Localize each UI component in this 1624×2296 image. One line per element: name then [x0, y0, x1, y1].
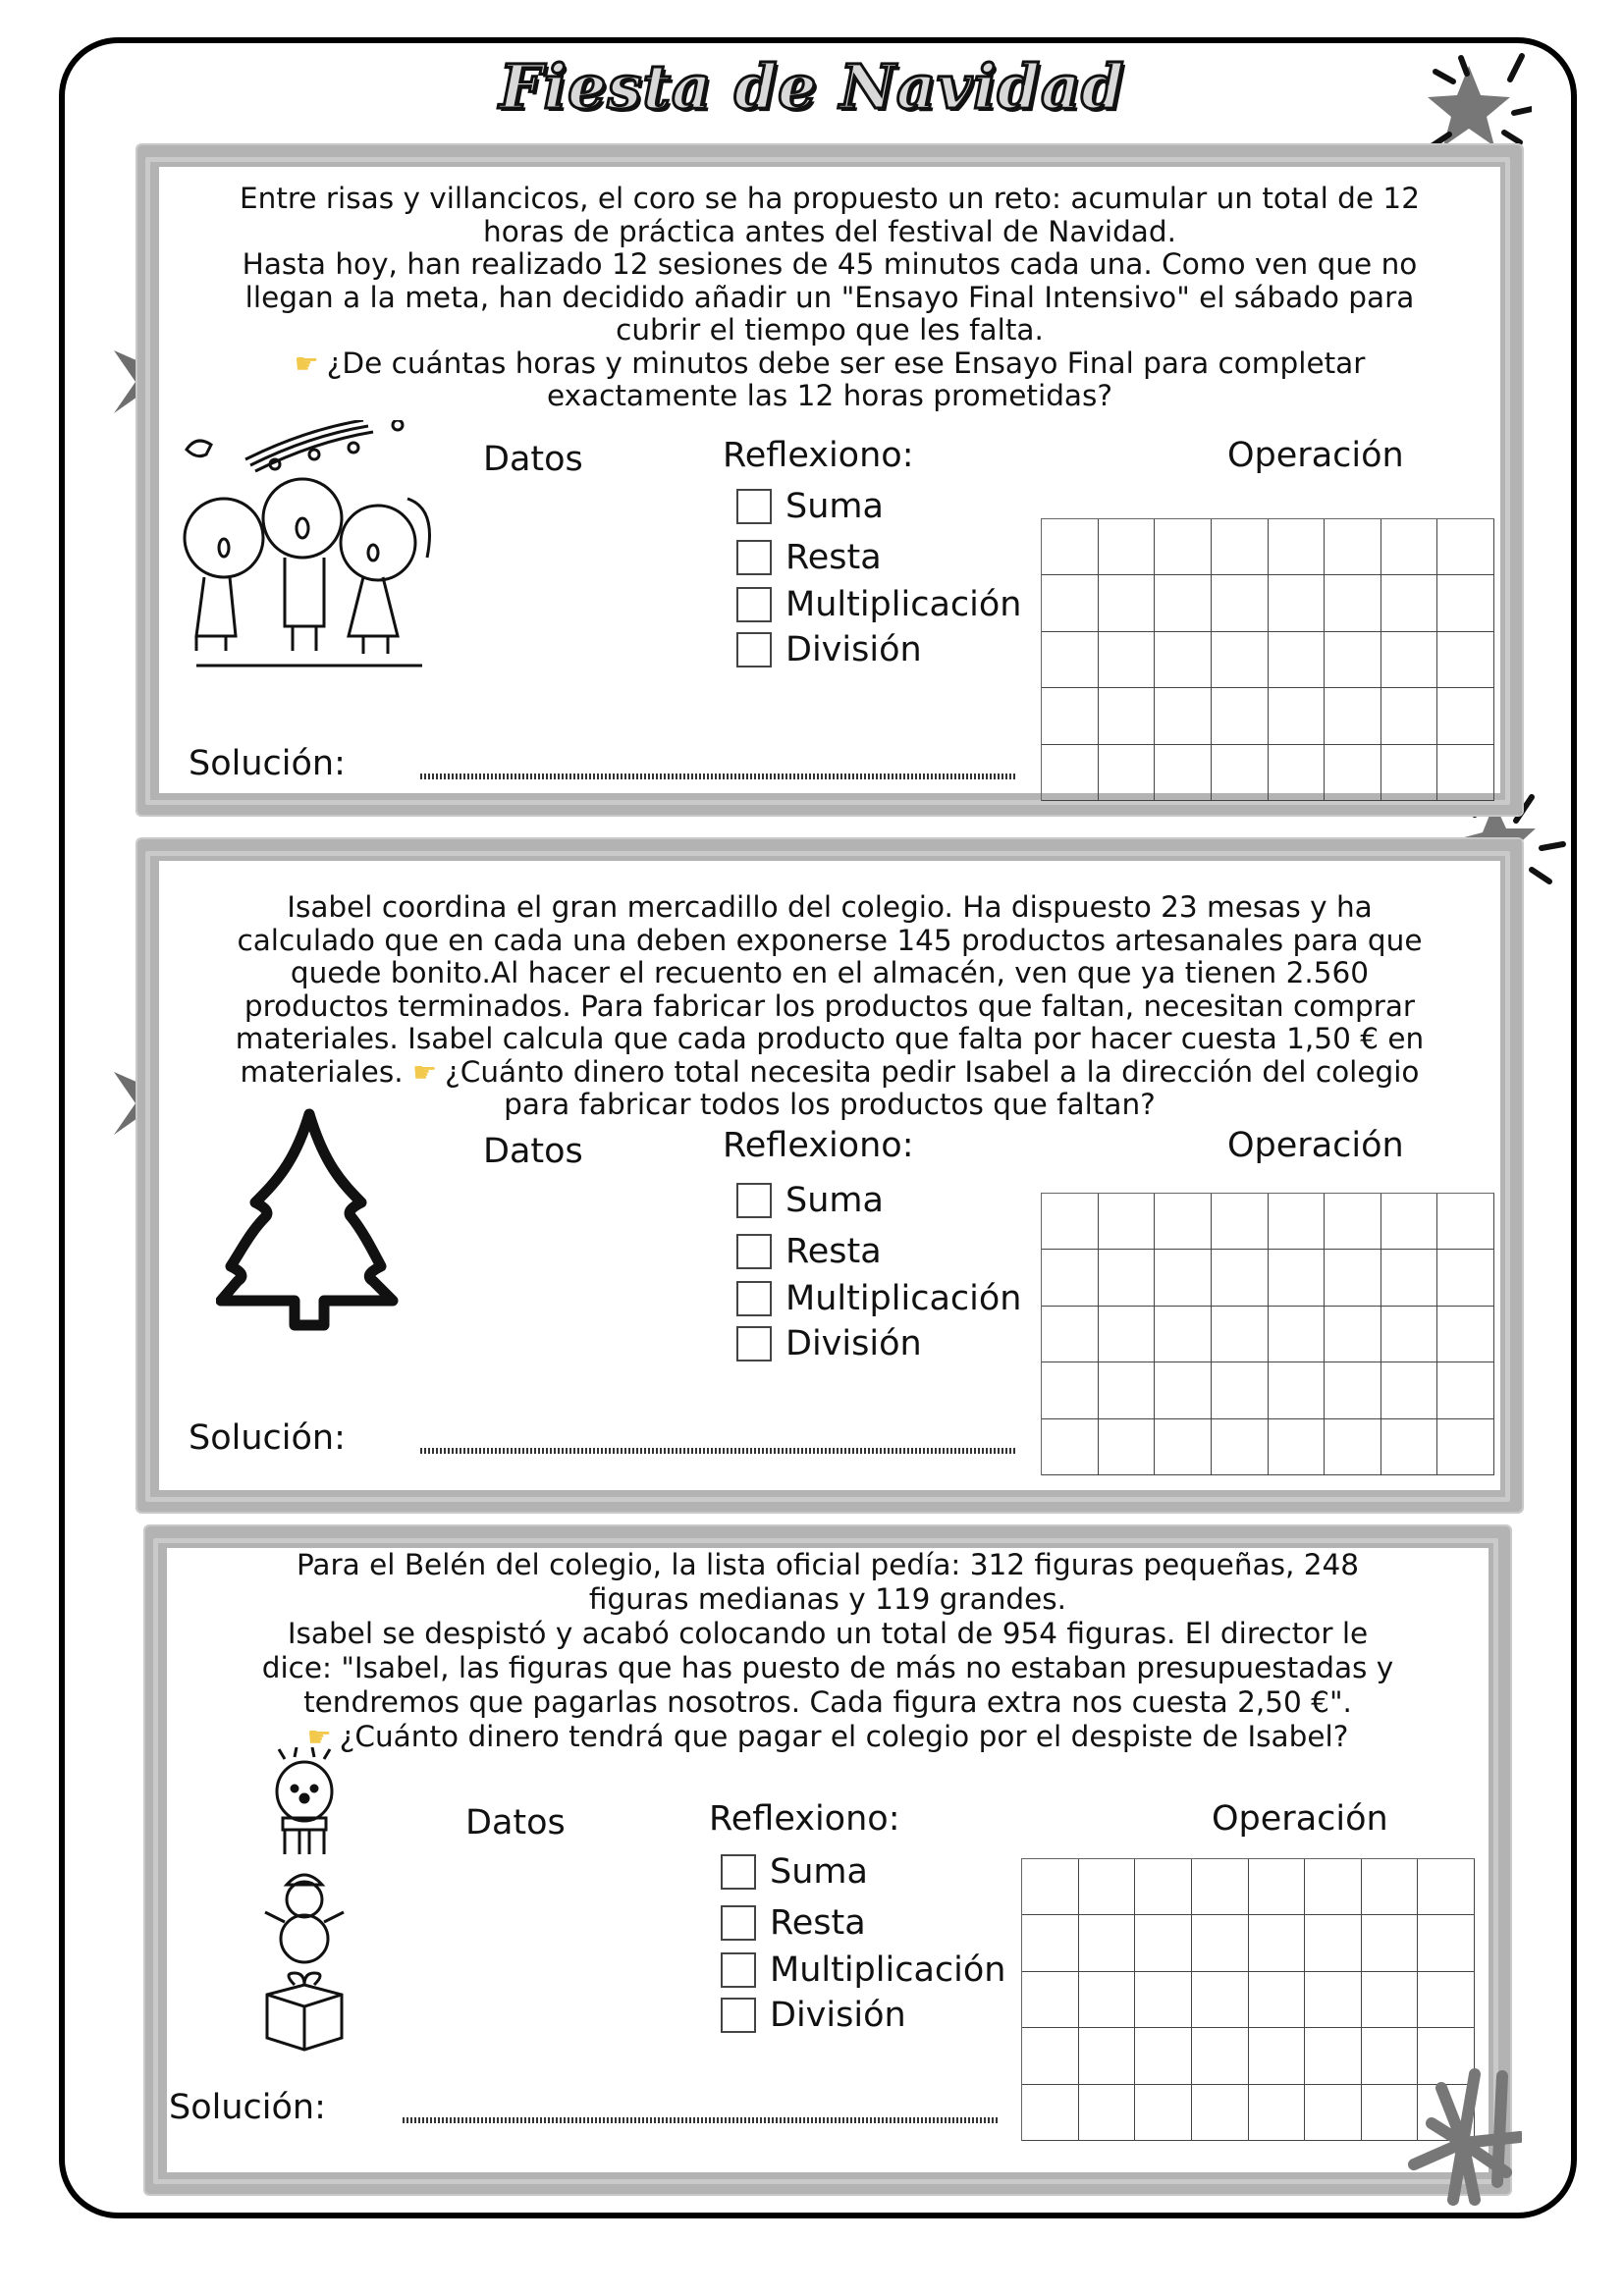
- problem-panel-3: [145, 1526, 1510, 2194]
- grid-cell[interactable]: [1305, 1972, 1362, 2028]
- checkbox-multiplicacion[interactable]: [721, 1952, 756, 1988]
- grid-cell[interactable]: [1212, 688, 1269, 744]
- grid-cell[interactable]: [1418, 1859, 1475, 1915]
- grid-cell[interactable]: [1269, 519, 1326, 575]
- grid-cell[interactable]: [1079, 1915, 1136, 1971]
- grid-cell[interactable]: [1022, 2085, 1079, 2141]
- grid-cell[interactable]: [1155, 632, 1212, 688]
- grid-cell[interactable]: [1042, 1362, 1099, 1418]
- grid-cell[interactable]: [1381, 1419, 1438, 1475]
- problem-panel-1: [137, 145, 1522, 815]
- grid-cell[interactable]: [1155, 575, 1212, 631]
- grid-cell[interactable]: [1381, 1307, 1438, 1362]
- grid-cell[interactable]: [1437, 632, 1494, 688]
- checkbox-suma[interactable]: [721, 1854, 756, 1890]
- problem-question: ☛ ¿De cuántas horas y minutos debe ser ese Ensayo Final para completar: [294, 346, 1366, 380]
- grid-cell[interactable]: [1437, 1194, 1494, 1250]
- datos-label: Datos: [465, 1803, 566, 1842]
- grid-cell[interactable]: [1099, 1362, 1156, 1418]
- problem-statement: Isabel coordina el gran mercadillo del colegio. Ha dispuesto 23 mesas y ha calculado que en cada una deben exponerse 145 productos artesanales para que quede bonito.Al hacer el recuento en el almacén, ven que ya tienen 2.560 productos terminados. Para fabricar los productos que faltan, necesitan comprar materiales. Isabel calcula que cada producto que falta por hacer cuesta 1,50 € en materiales. ☛ ¿Cuánto dinero total necesita pedir Isabel a la dirección del colegio para fabricar todos los productos que faltan?: [177, 891, 1483, 1122]
- option-suma[interactable]: Suma: [721, 1852, 868, 1892]
- grid-cell[interactable]: [1249, 2085, 1306, 2141]
- grid-cell[interactable]: [1381, 745, 1438, 801]
- reflexiono-label: Reflexiono:: [723, 436, 914, 475]
- grid-cell[interactable]: [1099, 745, 1156, 801]
- problem-question: ☛ ¿Cuánto dinero tendrá que pagar el colegio por el despiste de Isabel?: [306, 1720, 1349, 1753]
- grid-cell[interactable]: [1249, 2028, 1306, 2084]
- grid-cell[interactable]: [1212, 1419, 1269, 1475]
- solution-answer-line[interactable]: [420, 774, 1017, 779]
- operacion-label: Operación: [1227, 1126, 1404, 1165]
- grid-cell[interactable]: [1135, 1972, 1192, 2028]
- grid-cell[interactable]: [1155, 688, 1212, 744]
- checkbox-multiplicacion[interactable]: [736, 587, 772, 622]
- option-division[interactable]: División: [736, 630, 922, 669]
- reflexiono-label: Reflexiono:: [723, 1126, 914, 1165]
- problem-statement: Entre risas y villancicos, el coro se ha propuesto un reto: acumular un total de 12 horas de práctica antes del festival de Navidad. Hasta hoy, han realizado 12 sesiones de 45 minutos cada una. Como ven que no llegan a la meta, han decidido añadir un "Ensayo Final Intensivo" el sábado para cubrir el tiempo que les falta. ☛ ¿De cuántas horas y minutos debe ser ese Ensayo Final para completar exactamente las 12 horas prometidas?: [177, 183, 1483, 413]
- grid-cell[interactable]: [1022, 1915, 1079, 1971]
- checkbox-resta[interactable]: [721, 1905, 756, 1941]
- grid-cell[interactable]: [1381, 575, 1438, 631]
- grid-cell[interactable]: [1437, 1307, 1494, 1362]
- grid-cell[interactable]: [1381, 1194, 1438, 1250]
- grid-cell[interactable]: [1135, 2028, 1192, 2084]
- children-singing-illustration: [177, 420, 461, 675]
- grid-cell[interactable]: [1212, 519, 1269, 575]
- grid-cell[interactable]: [1099, 1419, 1156, 1475]
- grid-cell[interactable]: [1155, 745, 1212, 801]
- grid-cell[interactable]: [1381, 688, 1438, 744]
- gift-box-icon: [267, 1973, 342, 2050]
- grid-cell[interactable]: [1079, 1859, 1136, 1915]
- grid-cell[interactable]: [1437, 1250, 1494, 1306]
- grid-cell[interactable]: [1325, 745, 1381, 801]
- grid-cell[interactable]: [1325, 1362, 1381, 1418]
- reindeer-snowman-gift-illustration: [255, 1747, 353, 2052]
- scribble-star-icon: [1404, 2066, 1522, 2214]
- operation-grid[interactable]: [1041, 518, 1494, 801]
- checkbox-suma[interactable]: [736, 1183, 772, 1218]
- operacion-label: Operación: [1212, 1799, 1388, 1839]
- datos-label: Datos: [483, 1132, 583, 1171]
- grid-cell[interactable]: [1192, 1915, 1249, 1971]
- grid-cell[interactable]: [1135, 2085, 1192, 2141]
- grid-cell[interactable]: [1022, 1859, 1079, 1915]
- grid-cell[interactable]: [1249, 1859, 1306, 1915]
- sparkle-star-icon: [1404, 44, 1532, 162]
- grid-cell[interactable]: [1155, 1250, 1212, 1306]
- grid-cell[interactable]: [1269, 688, 1326, 744]
- grid-cell[interactable]: [1269, 1194, 1326, 1250]
- grid-cell[interactable]: [1418, 1972, 1475, 2028]
- grid-cell[interactable]: [1099, 1250, 1156, 1306]
- option-suma[interactable]: Suma: [736, 487, 884, 526]
- grid-cell[interactable]: [1325, 1307, 1381, 1362]
- option-resta[interactable]: Resta: [721, 1903, 866, 1943]
- grid-cell[interactable]: [1437, 1362, 1494, 1418]
- problem-panel-2: [137, 839, 1522, 1512]
- grid-cell[interactable]: [1305, 2085, 1362, 2141]
- worksheet-title: Fiesta de Navidad: [499, 51, 1125, 123]
- grid-cell[interactable]: [1305, 1859, 1362, 1915]
- grid-cell[interactable]: [1212, 1194, 1269, 1250]
- reindeer-icon: [277, 1747, 332, 1854]
- grid-cell[interactable]: [1042, 688, 1099, 744]
- grid-cell[interactable]: [1192, 2028, 1249, 2084]
- solution-answer-line[interactable]: [403, 2117, 1000, 2123]
- option-multiplicacion[interactable]: Multiplicación: [721, 1950, 1005, 1990]
- grid-cell[interactable]: [1269, 1307, 1326, 1362]
- grid-cell[interactable]: [1437, 688, 1494, 744]
- option-multiplicacion[interactable]: Multiplicación: [736, 1279, 1021, 1318]
- grid-cell[interactable]: [1269, 1250, 1326, 1306]
- grid-cell[interactable]: [1079, 2085, 1136, 2141]
- checkbox-division[interactable]: [736, 632, 772, 667]
- grid-cell[interactable]: [1362, 1972, 1419, 2028]
- grid-cell[interactable]: [1437, 575, 1494, 631]
- grid-cell[interactable]: [1249, 1972, 1306, 2028]
- grid-cell[interactable]: [1325, 1194, 1381, 1250]
- grid-cell[interactable]: [1042, 575, 1099, 631]
- grid-cell[interactable]: [1362, 1859, 1419, 1915]
- checkbox-multiplicacion[interactable]: [736, 1281, 772, 1316]
- grid-cell[interactable]: [1381, 519, 1438, 575]
- grid-cell[interactable]: [1042, 632, 1099, 688]
- grid-cell[interactable]: [1155, 1362, 1212, 1418]
- grid-cell[interactable]: [1305, 1915, 1362, 1971]
- grid-cell[interactable]: [1269, 1362, 1326, 1418]
- grid-cell[interactable]: [1381, 1362, 1438, 1418]
- solution-answer-line[interactable]: [420, 1448, 1017, 1454]
- checkbox-division[interactable]: [736, 1326, 772, 1362]
- operation-grid[interactable]: [1041, 1193, 1494, 1475]
- grid-cell[interactable]: [1099, 1307, 1156, 1362]
- pointing-hand-icon: ☛: [411, 1055, 438, 1089]
- grid-cell[interactable]: [1212, 1362, 1269, 1418]
- snowman-icon: [265, 1875, 344, 1962]
- grid-cell[interactable]: [1212, 1250, 1269, 1306]
- checkbox-resta[interactable]: [736, 540, 772, 575]
- grid-cell[interactable]: [1042, 745, 1099, 801]
- grid-cell[interactable]: [1362, 1915, 1419, 1971]
- grid-cell[interactable]: [1437, 1419, 1494, 1475]
- grid-cell[interactable]: [1042, 519, 1099, 575]
- grid-cell[interactable]: [1079, 1972, 1136, 2028]
- problem-statement: Para el Belén del colegio, la lista oficial pedía: 312 figuras pequeñas, 248 figuras medianas y 119 grandes. Isabel se despistó y acabó colocando un total de 954 figuras. El director le dice: "Isabel, las figuras que has puesto de más no estaban presupuestadas y tendremos que pagarlas nosotros. Cada figura extra nos cuesta 2,50 €". ☛ ¿Cuánto dinero tendrá que pagar el colegio por el despiste de Isabel?: [175, 1548, 1481, 1754]
- grid-cell[interactable]: [1192, 1859, 1249, 1915]
- grid-cell[interactable]: [1022, 1972, 1079, 2028]
- grid-cell[interactable]: [1437, 519, 1494, 575]
- grid-cell[interactable]: [1155, 1307, 1212, 1362]
- grid-cell[interactable]: [1212, 575, 1269, 631]
- grid-cell[interactable]: [1099, 632, 1156, 688]
- operacion-label: Operación: [1227, 436, 1404, 475]
- grid-cell[interactable]: [1269, 632, 1326, 688]
- grid-cell[interactable]: [1099, 688, 1156, 744]
- grid-cell[interactable]: [1099, 575, 1156, 631]
- option-resta[interactable]: Resta: [736, 1232, 882, 1271]
- grid-cell[interactable]: [1325, 1250, 1381, 1306]
- christmas-tree-illustration: [216, 1104, 403, 1340]
- reflexiono-label: Reflexiono:: [709, 1799, 900, 1839]
- datos-label: Datos: [483, 440, 583, 479]
- grid-cell[interactable]: [1192, 1972, 1249, 2028]
- option-resta[interactable]: Resta: [736, 538, 882, 577]
- grid-cell[interactable]: [1192, 2085, 1249, 2141]
- pointing-hand-icon: ☛: [294, 347, 319, 380]
- grid-cell[interactable]: [1212, 1307, 1269, 1362]
- grid-cell[interactable]: [1042, 1250, 1099, 1306]
- grid-cell[interactable]: [1325, 519, 1381, 575]
- option-division[interactable]: División: [721, 1996, 906, 2035]
- grid-cell[interactable]: [1437, 745, 1494, 801]
- grid-cell[interactable]: [1042, 1307, 1099, 1362]
- grid-cell[interactable]: [1381, 632, 1438, 688]
- checkbox-suma[interactable]: [736, 489, 772, 524]
- grid-cell[interactable]: [1155, 1194, 1212, 1250]
- grid-cell[interactable]: [1381, 1250, 1438, 1306]
- option-multiplicacion[interactable]: Multiplicación: [736, 585, 1021, 624]
- solucion-label: Solución:: [189, 1418, 346, 1458]
- grid-cell[interactable]: [1212, 632, 1269, 688]
- grid-cell[interactable]: [1042, 1419, 1099, 1475]
- grid-cell[interactable]: [1155, 519, 1212, 575]
- grid-cell[interactable]: [1269, 745, 1326, 801]
- grid-cell[interactable]: [1135, 1859, 1192, 1915]
- grid-cell[interactable]: [1249, 1915, 1306, 1971]
- option-suma[interactable]: Suma: [736, 1181, 884, 1220]
- checkbox-resta[interactable]: [736, 1234, 772, 1269]
- grid-cell[interactable]: [1418, 1915, 1475, 1971]
- grid-cell[interactable]: [1099, 519, 1156, 575]
- option-division[interactable]: División: [736, 1324, 922, 1363]
- grid-cell[interactable]: [1042, 1194, 1099, 1250]
- solucion-label: Solución:: [169, 2088, 326, 2127]
- grid-cell[interactable]: [1099, 1194, 1156, 1250]
- grid-cell[interactable]: [1155, 1419, 1212, 1475]
- grid-cell[interactable]: [1269, 1419, 1326, 1475]
- grid-cell[interactable]: [1325, 632, 1381, 688]
- checkbox-division[interactable]: [721, 1998, 756, 2033]
- grid-cell[interactable]: [1325, 1419, 1381, 1475]
- grid-cell[interactable]: [1022, 2028, 1079, 2084]
- grid-cell[interactable]: [1135, 1915, 1192, 1971]
- grid-cell[interactable]: [1212, 745, 1269, 801]
- grid-cell[interactable]: [1269, 575, 1326, 631]
- grid-cell[interactable]: [1079, 2028, 1136, 2084]
- grid-cell[interactable]: [1325, 688, 1381, 744]
- pointing-hand-icon: ☛: [306, 1721, 332, 1753]
- grid-cell[interactable]: [1325, 575, 1381, 631]
- grid-cell[interactable]: [1305, 2028, 1362, 2084]
- solucion-label: Solución:: [189, 744, 346, 783]
- problem-question: materiales. ☛ ¿Cuánto dinero total necesita pedir Isabel a la dirección del colegio: [240, 1054, 1420, 1089]
